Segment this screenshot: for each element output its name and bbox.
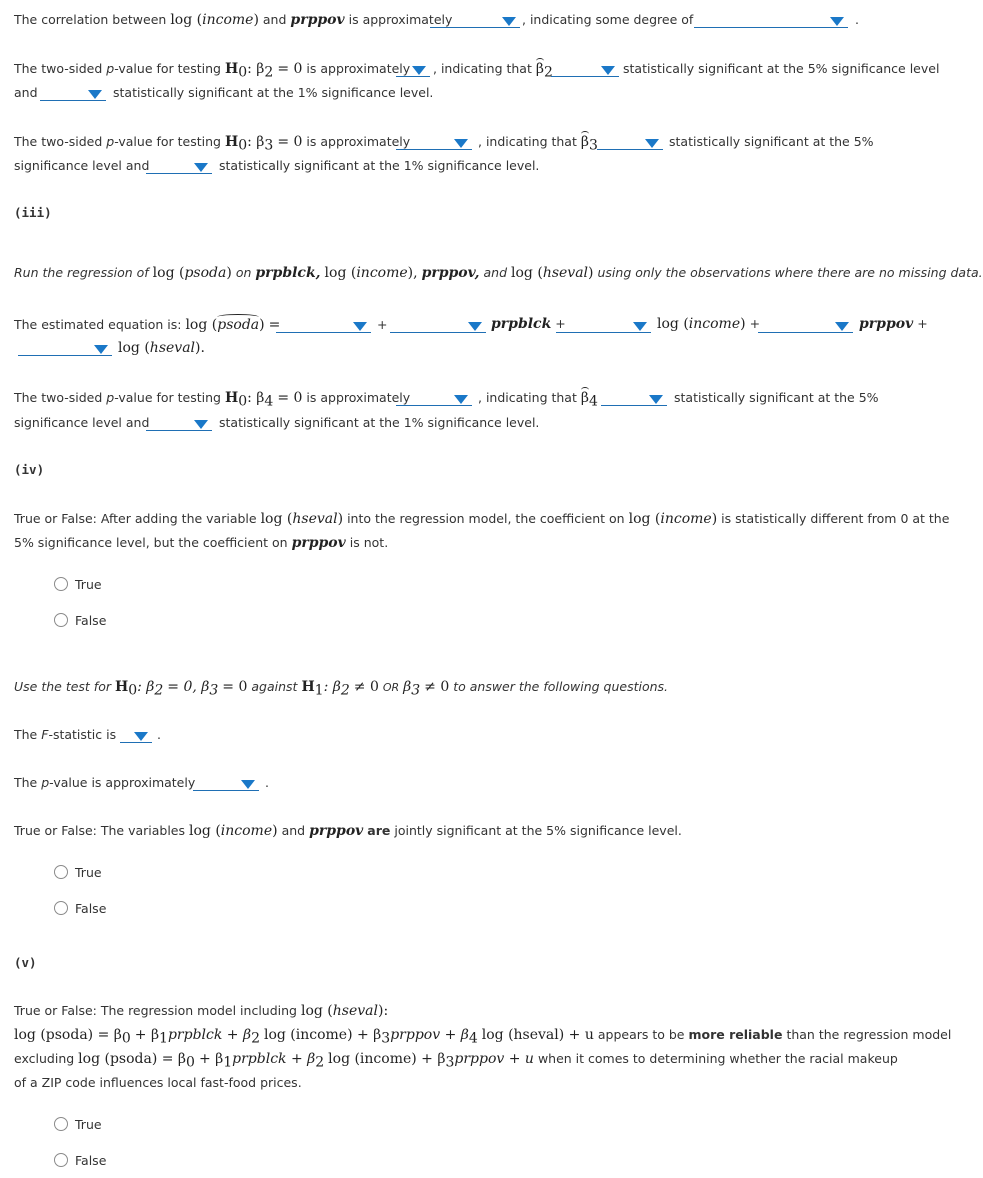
section-v-label: (v) bbox=[14, 955, 37, 970]
run-regression-instruction: Run the regression of log (psoda) on prpblck, log (income), prppov, and log (hseval) using only the observations where there are no missing data. bbox=[14, 265, 983, 281]
beta2-question: The two-sided p-value for testing $H_0$: $\beta_2 = 0$ is approximately bbox=[14, 61, 411, 81]
beta4-pvalue-dropdown[interactable] bbox=[396, 392, 472, 406]
ftest-instruction: Use the test for $H_0$: $\beta_2 = 0$, $\beta_3 = 0$ against $H_1$: $\beta_2 \ne 0$ OR $\beta_3 \ne 0$ to answer the following questions. bbox=[14, 679, 669, 699]
beta2-pvalue-dropdown[interactable] bbox=[396, 63, 430, 77]
chevron-down-icon bbox=[88, 90, 102, 99]
beta2-sig1-dropdown[interactable] bbox=[40, 87, 106, 101]
beta4-indicating: , indicating that $\beta_4$ bbox=[478, 390, 598, 410]
corr-value-dropdown[interactable] bbox=[430, 14, 520, 28]
beta4-sig5-dropdown[interactable] bbox=[601, 392, 667, 406]
chevron-down-icon bbox=[468, 322, 482, 331]
fstat-dropdown[interactable] bbox=[120, 729, 152, 743]
chevron-down-icon bbox=[134, 732, 148, 741]
tf3-false-radio[interactable] bbox=[54, 1153, 68, 1167]
beta4-question: The two-sided p-value for testing $H_0$: $\beta_4 = 0$ is approximately bbox=[14, 390, 411, 410]
pval-period: . bbox=[265, 775, 269, 790]
intercept-dropdown[interactable] bbox=[276, 319, 371, 333]
corr-period: . bbox=[855, 12, 859, 27]
chevron-down-icon bbox=[454, 139, 468, 148]
beta2-text5: statistically significant at the 5% significance level bbox=[623, 61, 940, 76]
tf2-false-radio[interactable] bbox=[54, 901, 68, 915]
coef-income-dropdown[interactable] bbox=[556, 319, 651, 333]
coef-prppov-dropdown[interactable] bbox=[758, 319, 853, 333]
beta3-sig5-dropdown[interactable] bbox=[597, 136, 663, 150]
tf3-line1: True or False: The regression model including log (hseval): bbox=[14, 1003, 389, 1019]
tf1-false-radio[interactable] bbox=[54, 613, 68, 627]
tf2-true-radio[interactable] bbox=[54, 865, 68, 879]
chevron-down-icon bbox=[645, 139, 659, 148]
beta2-sig5-dropdown[interactable] bbox=[551, 63, 619, 77]
pval-dropdown[interactable] bbox=[193, 777, 259, 791]
chevron-down-icon bbox=[633, 322, 647, 331]
estimated-equation-label: The estimated equation is: log (psoda) = bbox=[14, 317, 281, 333]
term-prppov: prppov + bbox=[859, 316, 928, 332]
corr-degree-dropdown[interactable] bbox=[694, 14, 848, 28]
tf1-question-line2: 5% significance level, but the coefficient on prppov is not. bbox=[14, 535, 389, 551]
chevron-down-icon bbox=[194, 163, 208, 172]
chevron-down-icon bbox=[194, 420, 208, 429]
tf3-line3: excluding log (psoda) = $\beta_0$ + $\beta_1prpblck + \beta_2$ log (income) + $\beta_3prppov + u$ when it comes to determining whether the racial makeup bbox=[14, 1051, 898, 1071]
beta2-and: and bbox=[14, 85, 38, 100]
tf2-true-label[interactable]: True bbox=[75, 865, 102, 880]
coef-hseval-dropdown[interactable] bbox=[18, 342, 112, 356]
beta3-indicating: , indicating that $\beta_3$ bbox=[478, 134, 598, 154]
beta4-text7: statistically significant at the 1% significance level. bbox=[219, 415, 540, 430]
beta3-pvalue-dropdown[interactable] bbox=[396, 136, 472, 150]
chevron-down-icon bbox=[412, 66, 426, 75]
tf1-true-label[interactable]: True bbox=[75, 577, 102, 592]
section-iv-label: (iv) bbox=[14, 462, 45, 477]
beta4-text6: significance level and bbox=[14, 415, 150, 430]
coef-prpblck-dropdown[interactable] bbox=[390, 319, 486, 333]
chevron-down-icon bbox=[454, 395, 468, 404]
term-hseval: log (hseval). bbox=[118, 340, 205, 356]
corr-text: , indicating some degree of bbox=[522, 12, 694, 27]
term-income: log (income) + bbox=[657, 316, 761, 332]
chevron-down-icon bbox=[353, 322, 367, 331]
tf1-question-line1: True or False: After adding the variable log (hseval) into the regression model, the coefficient on log (income) is statistically different from 0 at the bbox=[14, 511, 950, 527]
tf3-false-label[interactable]: False bbox=[75, 1153, 107, 1168]
chevron-down-icon bbox=[649, 395, 663, 404]
chevron-down-icon bbox=[241, 780, 255, 789]
pval-label: The p-value is approximately bbox=[14, 775, 196, 790]
tf2-question: True or False: The variables log (income) and prppov are jointly significant at the 5% significance level. bbox=[14, 823, 682, 839]
fstat-label: The F-statistic is bbox=[14, 727, 117, 742]
beta3-text7: statistically significant at the 1% significance level. bbox=[219, 158, 540, 173]
chevron-down-icon bbox=[835, 322, 849, 331]
chevron-down-icon bbox=[94, 345, 108, 354]
corr-question: The correlation between log (income) and prppov is approximately bbox=[14, 12, 453, 28]
beta3-sig1-dropdown[interactable] bbox=[146, 160, 212, 174]
beta4-sig1-dropdown[interactable] bbox=[146, 417, 212, 431]
beta3-question: The two-sided p-value for testing $H_0$: $\beta_3 = 0$ is approximately bbox=[14, 134, 411, 154]
fstat-period: . bbox=[157, 727, 161, 742]
plus-sign: + bbox=[377, 317, 388, 332]
beta3-text6: significance level and bbox=[14, 158, 150, 173]
tf3-line4: of a ZIP code influences local fast-food prices. bbox=[14, 1075, 302, 1090]
tf3-line2: log (psoda) = $\beta_0$ + $\beta_1prpblck + \beta_2$ log (income) + $\beta_3prppov + \beta_4$ log (hseval) + u appears to be more reliable than the regression model bbox=[14, 1027, 952, 1047]
term-prpblck: prpblck + bbox=[491, 316, 566, 332]
beta3-text5: statistically significant at the 5% bbox=[669, 134, 874, 149]
beta2-text7: statistically significant at the 1% significance level. bbox=[113, 85, 434, 100]
beta4-text5: statistically significant at the 5% bbox=[674, 390, 879, 405]
tf1-false-label[interactable]: False bbox=[75, 613, 107, 628]
tf2-false-label[interactable]: False bbox=[75, 901, 107, 916]
section-iii-label: (iii) bbox=[14, 205, 52, 220]
tf3-true-radio[interactable] bbox=[54, 1117, 68, 1131]
tf1-true-radio[interactable] bbox=[54, 577, 68, 591]
chevron-down-icon bbox=[830, 17, 844, 26]
chevron-down-icon bbox=[601, 66, 615, 75]
beta2-indicating: , indicating that $\beta_2$ bbox=[433, 61, 553, 81]
chevron-down-icon bbox=[502, 17, 516, 26]
tf3-true-label[interactable]: True bbox=[75, 1117, 102, 1132]
